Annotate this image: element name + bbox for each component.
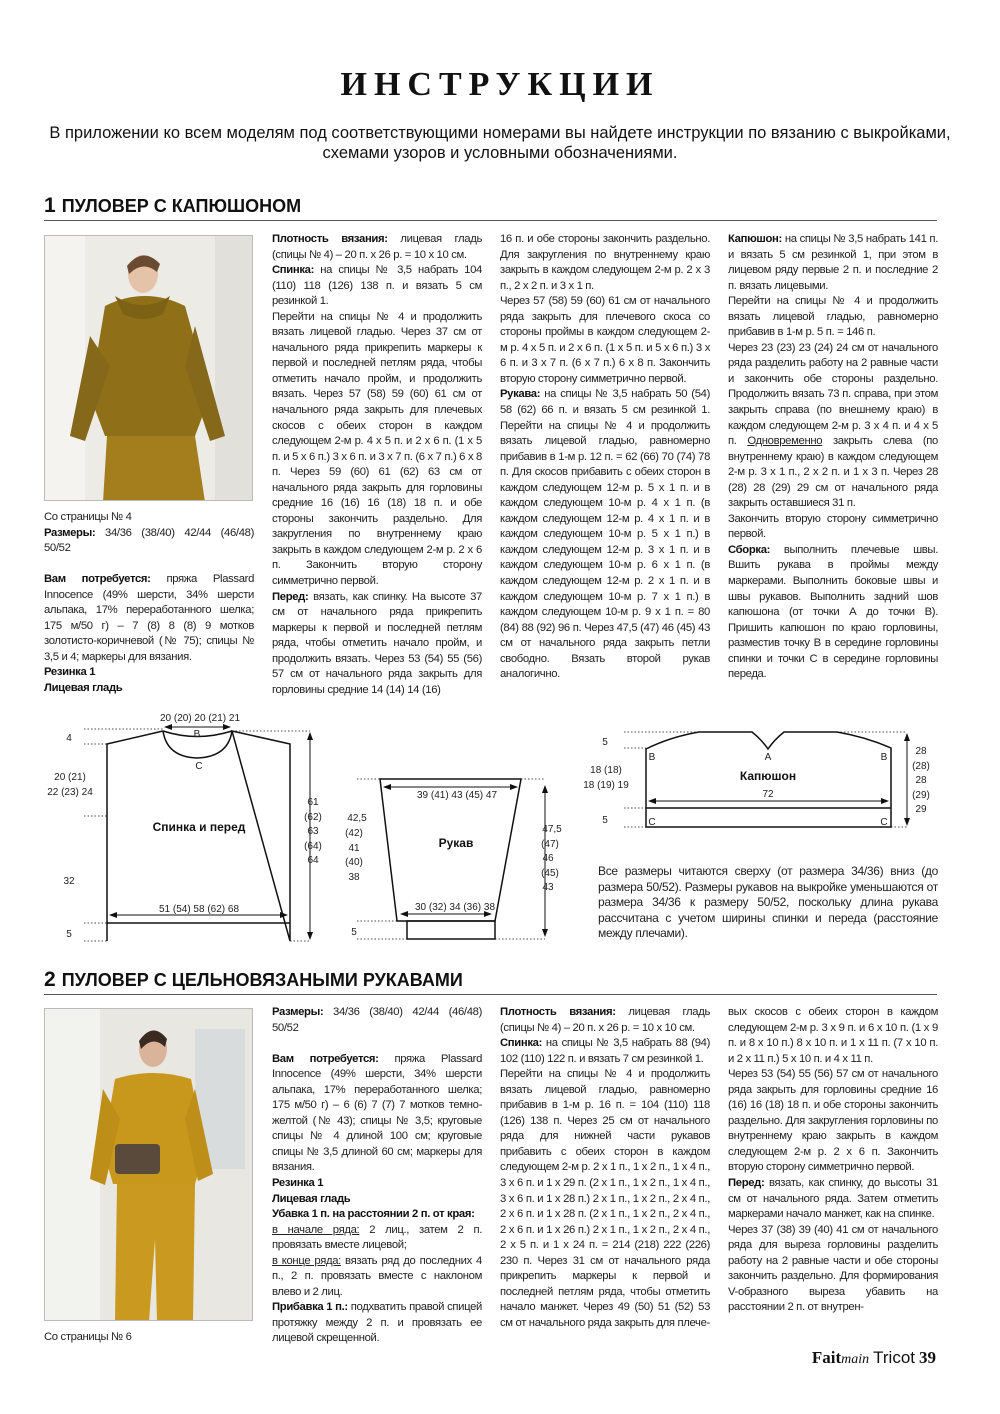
body-text: Через 57 (58) 59 (60) 61 см от начального ряда закрыть для плечевого скоса со стороны проймы в каждом следующем 2-м р. 4 х 5 п. и 2 х 6 п. (1 х 5 п. и 5 х 6 п.) 3 х 6 п. и 3 х 7 п. (6 х 7 п.) 6 х 8 п. Закончить вторую сторону симметрично первой.: [500, 295, 710, 385]
body-text: Перейти на спицы № 4 и продолжить вязать лицевой гладью. Через 37 см от начального ряда прикрепить маркеры к первой и последней петлям ряда, чтобы отметить начало пройм, и продолжить вязать. Через 57 (58) 59 (60) 61 см от начального ряда закрыть для плечевых скосов с обеих сторон в каждом следующем 2-м р. 4 х 5 п. и 2 х 6 п. (1 х 5 п. и 5 х 6 п.) 3 х 6 п. и 3 х 7 п. (6 х 7 п.) 6 х 8 п. Через 59 (60) 61 (62) 63 см от начального ряда закрыть для горловины средние 16 (16) 16 (18) 18 п. и обе стороны закончить раздельно. Для закругления по внутреннему краю закрыть в каждом следующем 2-м р. 2 х 6 п. Закончить вторую сторону симметрично первой.: [272, 310, 482, 588]
bold-label: Вам потребуется:: [44, 573, 151, 586]
body-text: Через 23 (23) 23 (24) 24 см от начального ряда разделить работу на 2 равные части и закончить обе стороны раздельно. Продолжить вязать 73 п. справа, при этом закрыть справа (по внешнему краю) в каждом следующем 2-м р. 3 х 4 п. и 4 х 5 п.: [728, 341, 938, 448]
point-a-label: A: [764, 752, 772, 763]
section-title: ПУЛОВЕР С ЦЕЛЬНОВЯЗАНЫМИ РУКАВАМИ: [61, 970, 463, 990]
height-label: 64: [307, 855, 319, 866]
paragraph: [272, 1052, 482, 1176]
underlined-text: Одновременно: [747, 435, 823, 448]
section-title: ПУЛОВЕР С КАПЮШОНОМ: [61, 196, 302, 216]
body-text: на спицы № 3,5 набрать 50 (54) 58 (62) 66 п. и вязать 5 см резинкой 1. Перейти на спицы № 4 и продолжить вязать лицевой гладью, равномерно прибавив в 1-м р. 12 п. = 62 (66) 70 (74) 78 п. Для скосов прибавить с обеих сторон в каждом следующем 12-м р. 5 х 1 п. и в каждом следующем 10-м р. 4 х 1 п. (в каждом следующем 12-м р. 4 х 1 п. и в каждом следующем 10-м р. 5 х 1 п.) в каждом следующем 12-м р. 3 х 1 п. и в каждом следующем 10-м р. 6 х 1 п. (в каждом следующем 12-м р. 2 х 1 п. и в каждом следующем 10-м р. 7 х 1 п.) в каждом следующем 10-м р. 9 х 1 п. = 80 (84) 88 (92) 96 п. Через 47,5 (47) 46 (45) 43 см от начального ряда закрыть петли свободно. Вязать второй рукав аналогично.: [500, 388, 710, 681]
body-text: на спицы № 3,5 набрать 141 п. и вязать 5 см резинкой 1, при этом в лицевом ряду первые 2 п. и последние 2 п. вязать лицевыми.: [728, 233, 938, 292]
body-text: Через 37 (38) 39 (40) 41 см от начального ряда для выреза горловины разделить работу на 2 равные части и обе стороны закончить раздельно. Для формирования V-образного выреза убавить на расстоянии 2 п. от внутрен-: [728, 1223, 938, 1314]
side-label: 32: [63, 876, 75, 887]
hood-height: (29): [912, 790, 930, 801]
point-c-label: C: [195, 761, 203, 772]
shoulder-drop-label: 4: [66, 733, 72, 744]
bold-label: Резинка 1: [44, 666, 96, 679]
bold-label: Спинка:: [272, 264, 314, 277]
hood-top-label: 5: [602, 737, 608, 748]
bold-label: Плотность вязания:: [272, 233, 388, 245]
hood-width-label: 72: [762, 789, 774, 800]
paragraph: [272, 1300, 482, 1347]
hood-height: 28: [915, 775, 927, 786]
body-text: вых скосов с обеих сторон в каждом следующем 2-м р. 3 х 9 п. и 6 х 10 п. (1 х 9 п. и 8 х 10 п.) 8 х 10 п. и 1 х 11 п. (7 х 10 п. и 2 х 11 п.) 5 х 10 п. и 4 х 11 п.: [728, 1006, 938, 1065]
sleeve-diagram: [357, 779, 545, 939]
model-photo-2: [44, 1008, 253, 1321]
body-text: пряжа Plassard Innocence (49% шерсти, 34% шерсти альпака, 17% переработанного шелка; 175 м/50 г) – 6 (6) 7 (7) 7 мотков темно-желтой (№ 43); спицы № 3,5; круговые спицы № 4 длиной 100 см; круговые спицы № 3,5 длиной 60 см; маркеры для вязания.: [272, 1052, 482, 1174]
mustard-pullover-photo: [45, 1009, 253, 1321]
bold-label: Капюшон:: [728, 233, 782, 245]
body-text: Перейти на спицы № 4 и продолжить вязать лицевой гладью, равномерно прибавив в 1-м р. 5 п. = 146 п.: [728, 295, 938, 339]
paragraph: [44, 1330, 254, 1346]
body-text: 34/36 (38/40) 42/44 (46/48) 50/52: [44, 526, 254, 555]
height-label: (62): [304, 812, 322, 823]
brand-tricot: Tricot: [873, 1348, 915, 1367]
bold-label: Размеры:: [44, 526, 96, 539]
body-text: 2 лиц., затем 2 п. провязать вместе лицевой;: [272, 1223, 483, 1252]
armhole-label: 22 (23) 24: [47, 787, 93, 798]
paragraph: [500, 1036, 710, 1067]
body-text: Через 53 (54) 55 (56) 57 см от начального ряда закрыть для горловины средние 16 (16) 16 (18) 18 п. и обе стороны закончить раздельно. Для закругления горловины по внутреннему краю закрыть в каждом следующем 2-м р. 2 х 6 п. Закончить вторую сторону симметрично первой.: [728, 1068, 938, 1174]
neck-width-label: 20 (20) 20 (21) 21: [159, 713, 241, 724]
body-text: вязать, как спинку. На высоте 37 см от начального ряда прикрепить маркеры к первой и последней петлям ряда, чтобы отметить начало пройм, и продолжить вязать. Через 53 (54) 55 (56) 57 см от начального ряда закрыть для горловины средние 14 (14) 14 (16): [272, 590, 482, 696]
section-2-column-2: [272, 1005, 482, 1347]
bold-label: Перед:: [272, 590, 309, 603]
paragraph: [272, 1176, 482, 1192]
brand-main: main: [841, 1352, 870, 1367]
body-text: Закончить вторую сторону симметрично первой.: [728, 512, 938, 541]
sleeve-right-height: 47,5: [542, 824, 562, 835]
sleeve-top-width-label: 39 (41) 43 (45) 47: [416, 790, 498, 801]
hood-height: (28): [912, 761, 930, 772]
bold-label: Лицевая гладь: [44, 681, 123, 694]
sleeve-right-height: 43: [542, 882, 554, 893]
sleeve-left-height: 38: [348, 872, 360, 883]
body-text: выполнить плечевые швы. Вшить рукава в проймы между маркерами. Выполнить боковые швы и швы рукавов. Выполнить задний шов капюшона (от точки А до точки В). Пришить капюшон по краю горловины, разместив точку В в середине горловины спинки и точки С в середине горловины переда.: [728, 543, 938, 681]
bold-label: Сборка:: [728, 543, 771, 556]
paragraph: [272, 1254, 482, 1301]
bold-label: Перед:: [728, 1177, 765, 1190]
hood-piece-name: Капюшон: [739, 769, 797, 783]
sleeve-bottom-width-label: 30 (32) 34 (36) 38: [414, 902, 496, 913]
paragraph: [728, 1223, 938, 1316]
hood-height: 28: [915, 746, 927, 757]
sleeve-piece-name: Рукав: [438, 836, 474, 850]
body-text: пряжа Plassard Innocence (49% шерсти, 34% шерсти альпака, 17% переработанного шелка; 175 м/50 г) – 7 (8) 8 (8) 9 мотков золотисто-коричневой (№ 75); спицы № 3,5 и 4; маркеры для вязания.: [44, 573, 254, 663]
sleeve-left-height: (40): [345, 857, 363, 868]
bold-label: Вам потребуется:: [272, 1052, 379, 1065]
body-text: 16 п. и обе стороны закончить раздельно. Для закругления по внутреннему краю закрыть в каждом следующем 2-м р. 2 х 3 п., 2 х 2 п. и 3 х 1 п.: [500, 233, 710, 292]
point-b-label: B: [880, 752, 888, 763]
body-text: закрыть слева (по внутреннему краю) в каждом следующем 2-м р. 3 х 1 п., 2 х 2 п. и 1 х 3 п. Через 28 (28) 28 (29) 29 см от начального ряда закрыть оставшиеся 31 п.: [728, 435, 938, 510]
hood-side-label: 18 (19) 19: [583, 780, 629, 791]
point-b-label: B: [193, 729, 201, 740]
bold-label: Спинка:: [500, 1037, 542, 1050]
paragraph: [500, 1005, 710, 1036]
bold-label: Плотность вязания:: [500, 1006, 616, 1018]
height-label: 61: [307, 797, 319, 808]
body-text: лицевая гладь (спицы № 4) – 20 п. х 26 р. = 10 х 10 см.: [500, 1006, 710, 1034]
paragraph: [272, 1223, 482, 1254]
intro-text: В приложении ко всем моделям под соответствующими номерами вы найдете инструкции по вязанию с выкройками, схемами узоров и условными обозначениями.: [49, 124, 951, 162]
sleeve-left-height: 41: [348, 843, 360, 854]
section-2-column-3: [500, 1005, 710, 1331]
sleeve-left-height: 42,5: [347, 813, 367, 824]
section-2-column-4: [728, 1005, 938, 1316]
size-note: Все размеры читаются сверху (от размера 34/36) вниз (до размера 50/52). Размеры рукавов на выкройке уменьшаются от размера 34/36 к размеру 50/52, поскольку длина рукава рассчитана с учетом ширины спинки и переда (расстояние между плечами).: [598, 864, 938, 940]
page-title: ИНСТРУКЦИИ: [340, 66, 660, 103]
body-text: вязать, как спинку, до высоты 31 см от начального ряда. Затем отметить маркерами начало манжет, как на спинке.: [728, 1177, 938, 1221]
hood-height: 29: [915, 804, 927, 815]
paragraph: [272, 1207, 482, 1223]
bold-label: Убавка 1 п. на расстоянии 2 п. от края:: [272, 1208, 475, 1221]
section-number: 2: [44, 968, 56, 991]
body-text: лицевая гладь (спицы № 4) – 20 п. х 26 р. = 10 х 10 см.: [272, 233, 482, 261]
rib-label: 5: [66, 929, 72, 940]
body-width-label: 51 (54) 58 (62) 68: [158, 904, 240, 915]
hood-rib-label: 5: [602, 815, 608, 826]
brand-fait: Fait: [811, 1348, 842, 1367]
underlined-text: в конце ряда:: [272, 1254, 341, 1267]
paragraph: [728, 1067, 938, 1176]
bold-label: Прибавка 1 п.:: [272, 1301, 348, 1314]
sleeve-cuff: [407, 921, 495, 939]
bold-label: Размеры:: [272, 1006, 324, 1018]
body-text: 34/36 (38/40) 42/44 (46/48) 50/52: [272, 1006, 482, 1034]
point-c-label: C: [648, 817, 656, 828]
body-text: на спицы № 3,5 набрать 88 (94) 102 (110) 122 п. и вязать 7 см резинкой 1.: [500, 1037, 710, 1065]
sleeve-left-height: (42): [345, 828, 363, 839]
underlined-text: в начале ряда:: [272, 1223, 360, 1236]
section-2-column-1: [44, 1330, 254, 1346]
body-text: Со страницы № 4: [44, 511, 132, 523]
paragraph: [728, 1005, 938, 1067]
height-label: (64): [304, 841, 322, 852]
body-text: на спицы № 3,5 набрать 104 (110) 118 (126) 138 п. и вязать 5 см резинкой 1.: [272, 264, 482, 308]
bold-label: Лицевая гладь: [272, 1192, 351, 1205]
sleeve-right-height: (47): [541, 839, 559, 850]
hood-side-label: 18 (18): [590, 765, 622, 776]
body-text: подхватить правой спицей протяжку между 2 п. и провязать ее лицевой скрещенной.: [272, 1301, 482, 1345]
armhole-label: 20 (21): [54, 772, 86, 783]
body-text: Со страницы № 6: [44, 1331, 132, 1343]
bold-label: Рукава:: [500, 388, 541, 401]
paragraph: [728, 1176, 938, 1223]
body-text: вязать ряд до последних 4 п., 2 п. провязать вместе с наклоном влево и 2 лиц.: [272, 1254, 482, 1298]
magazine-footer: [812, 1348, 936, 1368]
sleeve-right-height: 46: [542, 853, 554, 864]
body-piece-name: Спинка и перед: [152, 820, 246, 834]
body-height-labels: [304, 797, 322, 866]
point-c-label: C: [880, 817, 888, 828]
height-label: 63: [307, 826, 319, 837]
bold-label: Резинка 1: [272, 1176, 324, 1189]
paragraph: [500, 1067, 710, 1331]
section-number: 1: [44, 194, 56, 217]
paragraph: [272, 1036, 482, 1052]
sleeve-right-height: (45): [541, 868, 559, 879]
paragraph: [272, 1192, 482, 1208]
body-text: Перейти на спицы № 4 и продолжить вязать лицевой гладью, равномерно прибавив в 1-м р. 16 п. = 104 (110) 118 (126) 138 п. Через 25 см от начального ряда для нижней части рукавов прибавить с обеих сторон в каждом следующем 2-м р. 2 х 1 п., 1 х 2 п., 1 х 4 п., 3 х 6 п. и 1 х 29 п. (2 х 1 п., 1 х 2 п., 1 х 4 п., 3 х 6 п. и 1 х 28 п.) 2 х 1 п., 1 х 2 п., 2 х 4 п., 2 х 6 п. и 1 х 28 п. (2 х 1 п., 1 х 2 п., 2 х 4 п., 2 х 6 п. и 1 х 26 п.) 2 х 1 п., 1 х 2 п., 2 х 4 п., 2 х 5 п. и 1 х 24 п. = 214 (218) 222 (226) 230 п. Через 31 см от начального ряда прикрепить маркеры к первой и последней петлям ряда, чтобы отметить начало манжет. Через 49 (50) 51 (52) 53 см от начального ряда закрыть для плече-: [500, 1068, 710, 1329]
section-2-heading: [44, 968, 937, 995]
page-number: 39: [919, 1348, 936, 1367]
paragraph: [272, 1005, 482, 1036]
point-b-label: B: [648, 752, 656, 763]
sleeve-rib-label: 5: [351, 927, 357, 938]
